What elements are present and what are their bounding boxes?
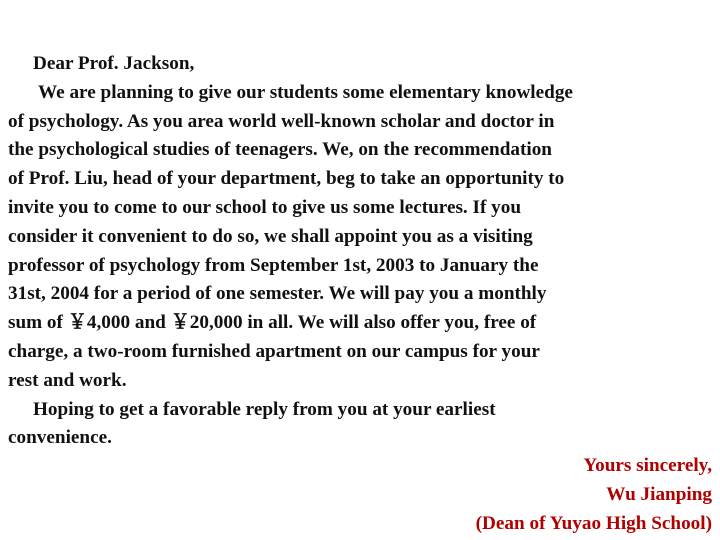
paragraph1-line: charge, a two-room furnished apartment on our campus for your [8,340,540,362]
salutation: Dear Prof. Jackson, [33,53,195,74]
valediction: Yours sincerely, [583,455,712,476]
paragraph1-line: invite you to come to our school to give us some lectures. If you [8,196,522,218]
paragraph1-line: sum of ￥4,000 and ￥20,000 in all. We will also offer you, free of [8,312,537,334]
paragraph1-line: the psychological studies of teenagers. We, on the recommendation [8,139,552,161]
paragraph1-line: of Prof. Liu, head of your department, beg to take an opportunity to [8,168,565,190]
paragraph1-line: consider it convenient to do so, we shall appoint you as a visiting [8,225,533,247]
signer-title: (Dean of Yuyao High School) [475,512,712,534]
paragraph1-line: of psychology. As you area world well-known scholar and doctor in [8,110,555,132]
paragraph1-line: rest and work. [8,369,127,391]
paragraph2-line: convenience. [8,427,112,449]
paragraph2-line: Hoping to get a favorable reply from you at your earliest [33,398,496,420]
paragraph1-line: 31st, 2004 for a period of one semester. We will pay you a monthly [8,283,547,305]
signer-name: Wu Jianping [606,483,712,505]
paragraph1-line: professor of psychology from September 1st, 2003 to January the [8,254,539,276]
letter-body [8,50,712,453]
paragraph1-line: We are planning to give our students some elementary knowledge [38,81,573,103]
letter-closing [476,452,712,538]
